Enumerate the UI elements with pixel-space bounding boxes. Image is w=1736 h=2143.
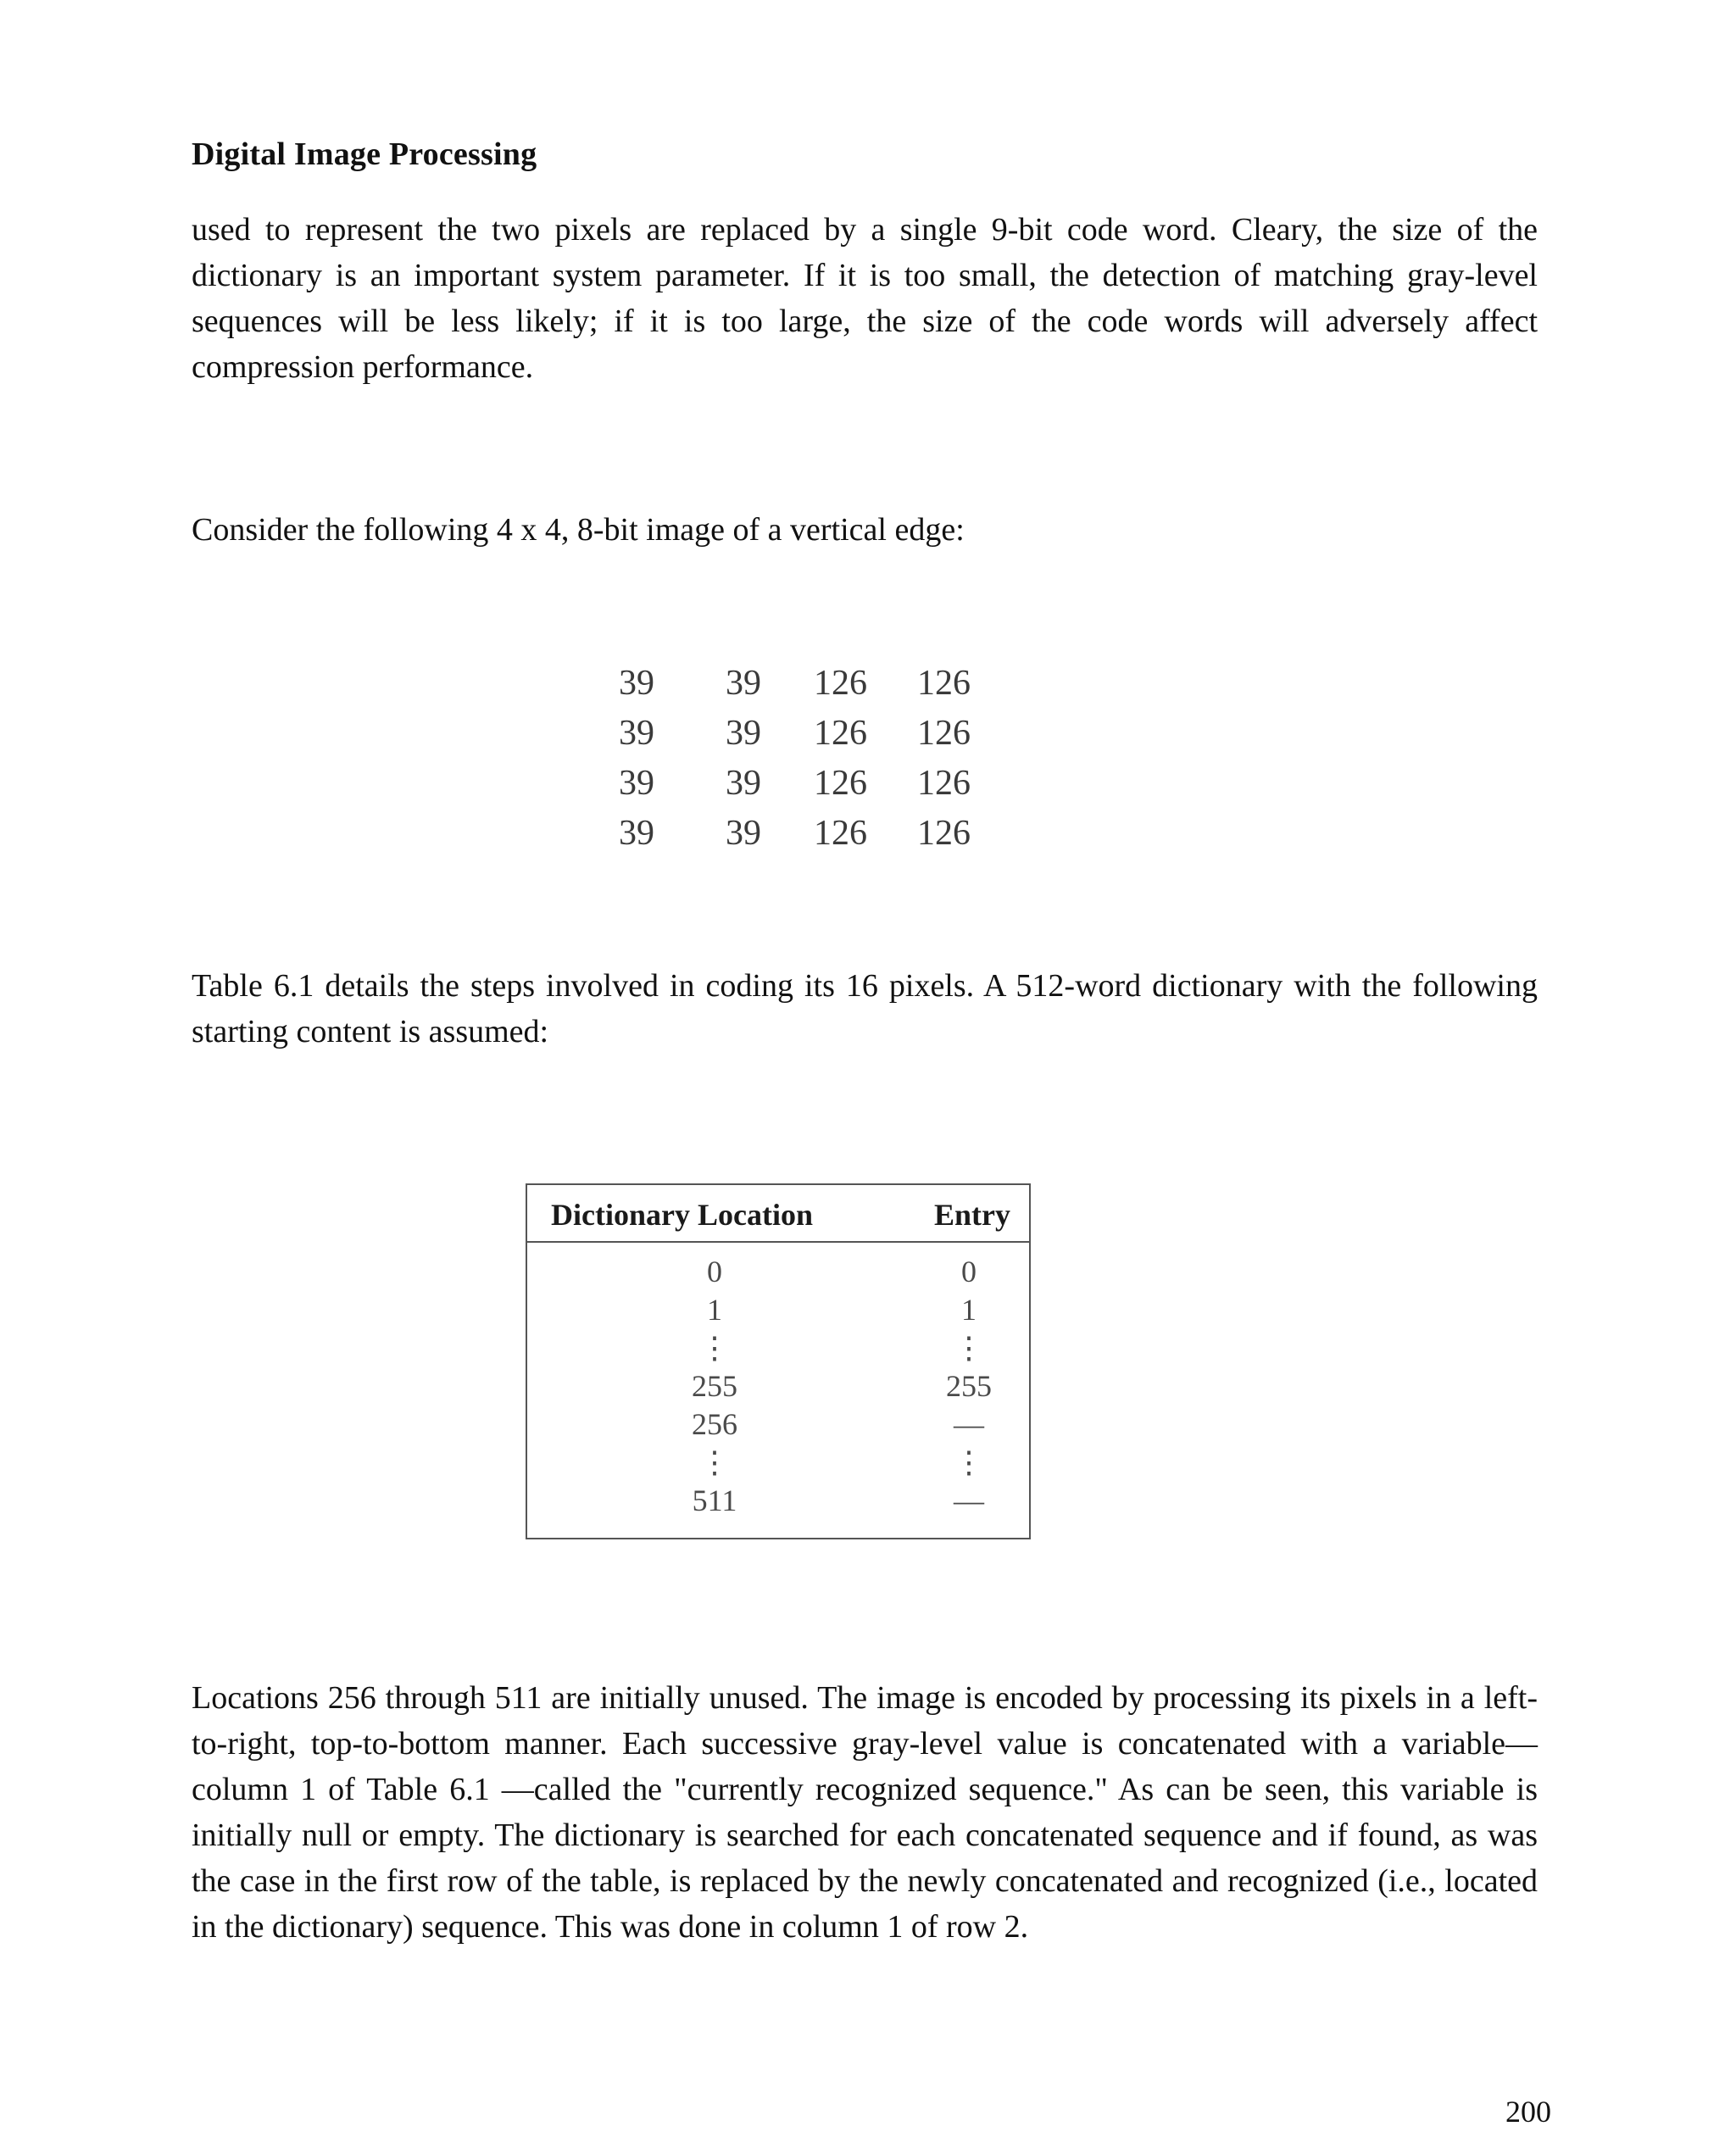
column-header-entry: Entry xyxy=(934,1198,1010,1232)
dictionary-table-body xyxy=(527,1253,1029,1520)
location-cell: 256 xyxy=(692,1407,737,1441)
table-row xyxy=(527,1405,1029,1444)
entry-ellipsis-cell: ⋮ xyxy=(954,1445,984,1479)
location-ellipsis-cell: ⋮ xyxy=(699,1445,730,1479)
matrix-cell: 126 xyxy=(917,763,971,803)
matrix-cell: 126 xyxy=(917,813,971,853)
matrix-cell: 39 xyxy=(619,763,654,803)
entry-cell: 1 xyxy=(961,1293,976,1327)
table-row xyxy=(527,1482,1029,1520)
matrix-cell: 39 xyxy=(726,763,761,803)
table-row xyxy=(527,1444,1029,1482)
page-number: 200 xyxy=(1505,2095,1551,2129)
matrix-cell: 39 xyxy=(726,813,761,853)
matrix-cell: 126 xyxy=(814,813,867,853)
entry-cell: 0 xyxy=(961,1255,976,1289)
matrix-cell: 126 xyxy=(814,763,867,803)
paragraph-dictionary-size: used to represent the two pixels are replaced by a single 9-bit code word. Cleary, the size of the dictionary is an important system parameter. If it is too small, the detection of matching gray-level sequences will be less likely; if it is too large, the size of the code words will adversely affect compression performance. xyxy=(192,212,1538,385)
matrix-row xyxy=(619,808,976,858)
matrix-cell: 126 xyxy=(814,663,867,703)
column-header-location: Dictionary Location xyxy=(551,1198,813,1232)
matrix-cell: 39 xyxy=(726,663,761,703)
matrix-row xyxy=(619,658,976,708)
location-cell: 0 xyxy=(707,1255,722,1289)
table-row xyxy=(527,1367,1029,1405)
matrix-cell: 39 xyxy=(726,713,761,753)
running-header: Digital Image Processing xyxy=(192,136,537,172)
paragraph-table-intro: Table 6.1 details the steps involved in coding its 16 pixels. A 512-word dictionary with the following starting content is assumed: xyxy=(192,968,1538,1049)
image-matrix xyxy=(619,658,976,858)
location-ellipsis-cell: ⋮ xyxy=(699,1331,730,1365)
dictionary-table xyxy=(526,1183,1031,1539)
table-row xyxy=(527,1329,1029,1367)
entry-cell: 255 xyxy=(946,1369,992,1403)
location-cell: 1 xyxy=(707,1293,722,1327)
entry-ellipsis-cell: ⋮ xyxy=(954,1331,984,1365)
entry-cell: — xyxy=(954,1407,984,1441)
entry-cell: — xyxy=(954,1483,984,1517)
table-row xyxy=(527,1253,1029,1291)
location-cell: 255 xyxy=(692,1369,737,1403)
matrix-cell: 126 xyxy=(917,663,971,703)
dictionary-table-header xyxy=(527,1185,1029,1243)
matrix-cell: 126 xyxy=(814,713,867,753)
matrix-row xyxy=(619,758,976,808)
matrix-cell: 39 xyxy=(619,813,654,853)
paragraph-encoding-process: Locations 256 through 511 are initially unused. The image is encoded by processing its pixels in a left-to-right, top-to-bottom manner. Each successive gray-level value is concatenated with a variable—column 1 of Table 6.1 —called the "currently recognized sequence." As can be seen, this variable is initially null or empty. The dictionary is searched for each concatenated sequence and if found, as was the case in the first row of the table, is replaced by the newly concatenated and recognized (i.e., located in the dictionary) sequence. This was done in column 1 of row 2. xyxy=(192,1680,1538,1945)
location-cell: 511 xyxy=(692,1483,737,1517)
matrix-cell: 39 xyxy=(619,663,654,703)
table-row xyxy=(527,1291,1029,1329)
paragraph-consider-image: Consider the following 4 x 4, 8-bit image of a vertical edge: xyxy=(192,512,965,548)
matrix-cell: 39 xyxy=(619,713,654,753)
matrix-cell: 126 xyxy=(917,713,971,753)
matrix-row xyxy=(619,708,976,758)
